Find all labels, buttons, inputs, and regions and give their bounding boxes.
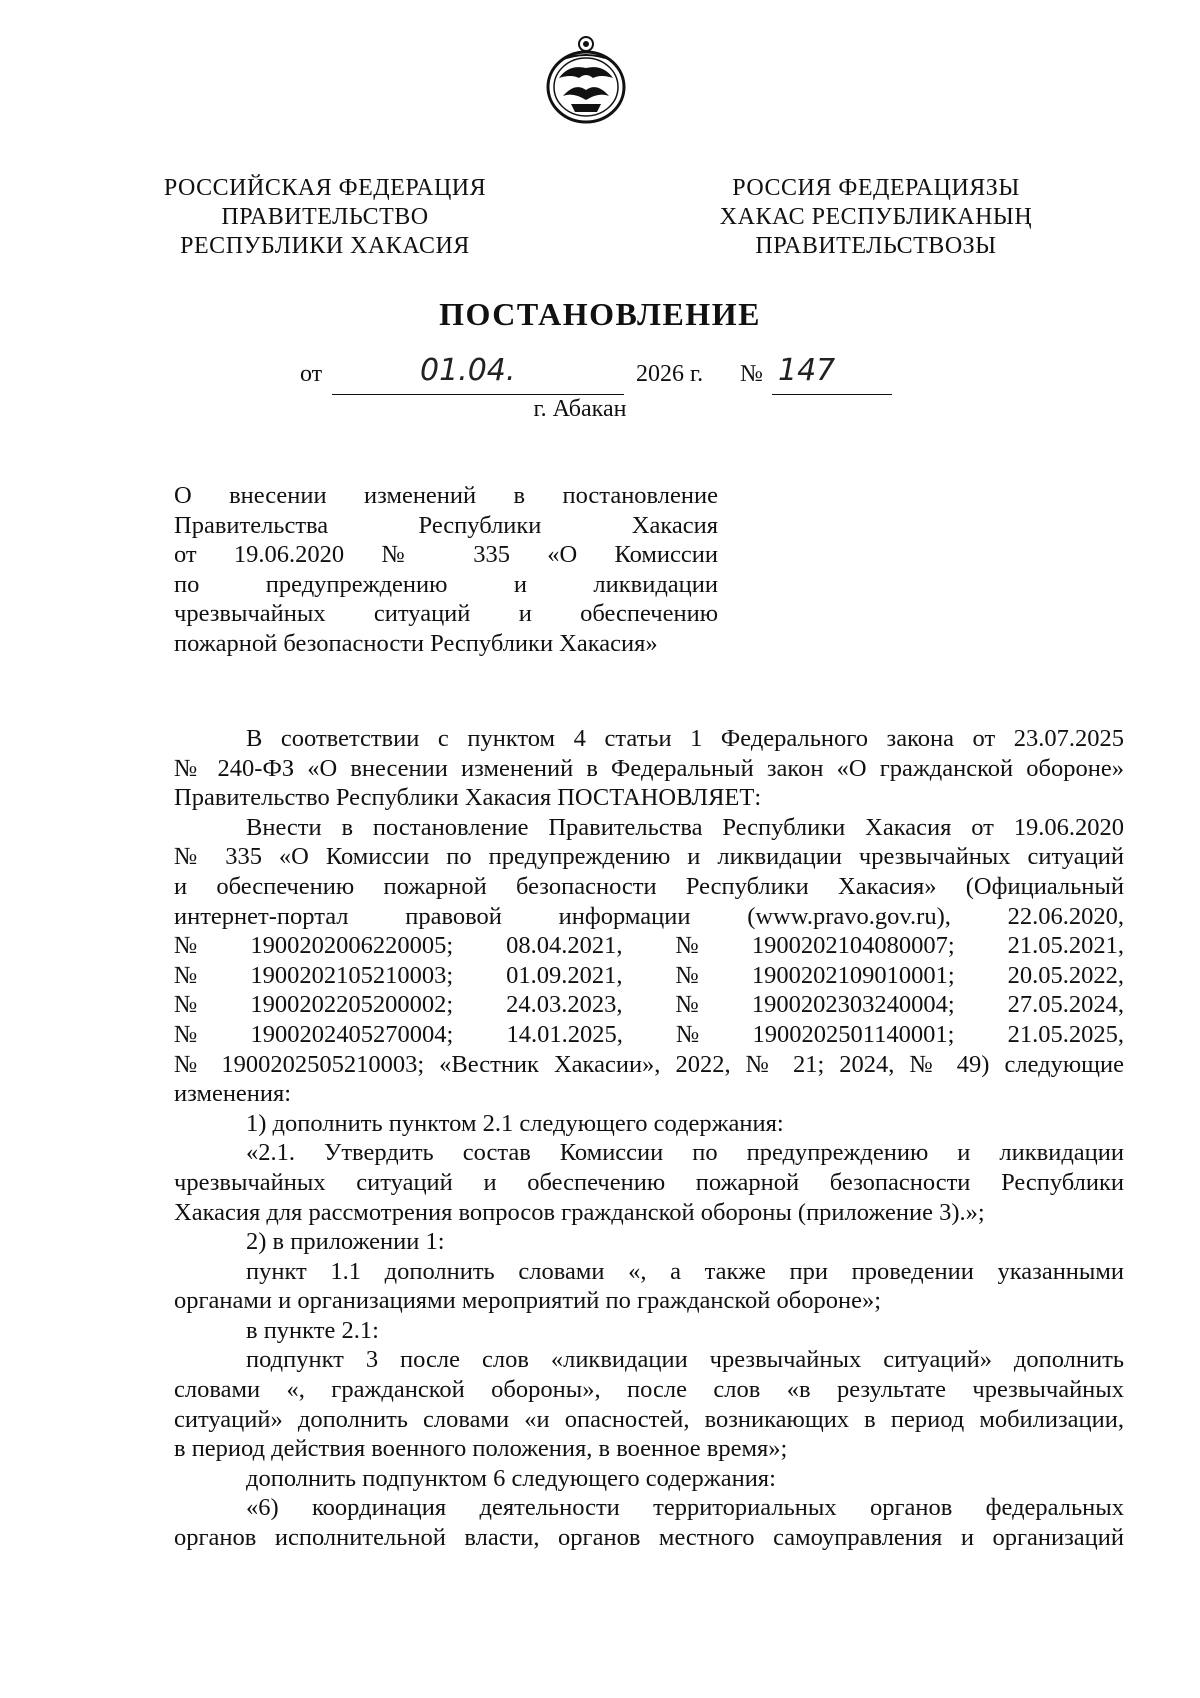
reg-cell: 1900202405270004; (250, 1020, 454, 1048)
reg-cell: 08.04.2021, (506, 932, 623, 960)
from-label: от (300, 361, 323, 387)
body-line: Хакасия для рассмотрения вопросов гражданской обороны (приложение 3).»; (174, 1198, 985, 1226)
body-line: подпункт 3 после слов «ликвидации чрезвычайных ситуаций» дополнить (246, 1346, 1124, 1374)
header-right-line: ПРАВИТЕЛЬСТВОЗЫ (755, 233, 997, 259)
body-line: органами и организациями мероприятий по гражданской обороне»; (174, 1287, 882, 1315)
year-label: 2026 г. (636, 361, 704, 387)
body-line: чрезвычайных ситуаций и обеспечению пожарной безопасности Республики (174, 1168, 1124, 1196)
reg-cell: 24.03.2023, (506, 991, 623, 1019)
number-label: № (740, 361, 763, 387)
reg-cell: № (174, 991, 198, 1019)
header-left (125, 174, 525, 261)
reg-cell: 1900202303240004; (751, 991, 955, 1019)
body-line: пункт 1.1 дополнить словами «, а также при проведении указанными (246, 1257, 1124, 1285)
handwritten-date: 01.04. (420, 353, 516, 388)
reg-cell: 1900202205200002; (250, 991, 454, 1019)
reg-cell: № (174, 961, 198, 989)
header-right-line: ХАКАС РЕСПУБЛИКАНЫҢ (719, 204, 1033, 230)
reg-cell: 01.09.2021, (506, 961, 623, 989)
date-underline (332, 394, 624, 395)
reg-cell: № (174, 1020, 198, 1048)
body-line: № 240-ФЗ «О внесении изменений в Федеральный закон «О гражданской обороне» (174, 754, 1124, 782)
reg-cell: № (675, 932, 699, 960)
body-line: 1) дополнить пунктом 2.1 следующего содержания: (246, 1109, 784, 1137)
subject-line: от 19.06.2020 № 335 «О Комиссии (174, 541, 718, 568)
reg-cell: № (675, 991, 699, 1019)
body-line: № 1900202505210003; «Вестник Хакасии», 2022, № 21; 2024, № 49) следующие (174, 1050, 1124, 1078)
body-line: в период действия военного положения, в военное время»; (174, 1435, 788, 1463)
reg-cell: № (675, 961, 699, 989)
header-right (676, 174, 1076, 261)
coat-of-arms-emblem (541, 30, 631, 130)
body-line: 2) в приложении 1: (246, 1228, 445, 1256)
subject-line: чрезвычайных ситуаций и обеспечению (174, 600, 718, 627)
body-line: Правительство Республики Хакасия ПОСТАНОВЛЯЕТ: (174, 784, 762, 812)
subject-line: О внесении изменений в постановление (174, 482, 718, 509)
subject-line: Правительства Республики Хакасия (174, 511, 718, 539)
registration-row (174, 961, 1124, 991)
body-line: изменения: (174, 1080, 292, 1108)
header-right-line: РОССИЯ ФЕДЕРАЦИЯЗЫ (732, 175, 1020, 201)
registration-row (174, 931, 1124, 961)
body-line: ситуаций» дополнить словами «и опасностей, возникающих в период мобилизации, (174, 1405, 1124, 1433)
reg-cell: 1900202501140001; (752, 1020, 955, 1048)
body-line: «6) координация деятельности территориальных органов федеральных (246, 1494, 1124, 1522)
reg-cell: 20.05.2022, (1007, 961, 1124, 989)
body-line: интернет-портал правовой информации (www.pravo.gov.ru), 22.06.2020, (174, 902, 1124, 930)
registration-row (174, 990, 1124, 1020)
header-left-line: РОССИЙСКАЯ ФЕДЕРАЦИЯ (163, 175, 487, 201)
body-line: Внести в постановление Правительства Республики Хакасия от 19.06.2020 (246, 813, 1124, 841)
reg-cell: 1900202104080007; (751, 932, 955, 960)
reg-cell: 27.05.2024, (1007, 991, 1124, 1019)
reg-cell: 1900202105210003; (250, 961, 454, 989)
body-line: органов исполнительной власти, органов местного самоуправления и организаций (174, 1524, 1124, 1552)
number-underline (772, 394, 892, 395)
city-name: г. Абакан (533, 396, 627, 422)
body-line: В соответствии с пунктом 4 статьи 1 Федерального закона от 23.07.2025 (246, 725, 1124, 752)
subject-line: пожарной безопасности Республики Хакасия» (174, 629, 658, 657)
body-line: дополнить подпунктом 6 следующего содержания: (246, 1464, 776, 1492)
reg-cell: 14.01.2025, (506, 1020, 623, 1048)
registration-row (174, 1020, 1124, 1050)
document-body (174, 724, 1124, 1553)
reg-cell: № (676, 1020, 700, 1048)
document-subject (174, 481, 718, 658)
body-line: № 335 «О Комиссии по предупреждению и ликвидации чрезвычайных ситуаций (174, 843, 1124, 871)
reg-cell: 1900202109010001; (751, 961, 955, 989)
body-line: и обеспечению пожарной безопасности Республики Хакасия» (Официальный (174, 872, 1124, 900)
body-line: «2.1. Утвердить состав Комиссии по предупреждению и ликвидации (246, 1139, 1124, 1167)
body-line: словами «, гражданской обороны», после слов «в результате чрезвычайных (174, 1376, 1124, 1404)
reg-cell: 21.05.2021, (1007, 932, 1124, 960)
reg-cell: № (174, 932, 198, 960)
handwritten-number: 147 (778, 353, 836, 388)
reg-cell: 21.05.2025, (1007, 1020, 1124, 1048)
header-left-line: РЕСПУБЛИКИ ХАКАСИЯ (180, 233, 470, 259)
header-left-line: ПРАВИТЕЛЬСТВО (221, 204, 429, 230)
subject-line: по предупреждению и ликвидации (174, 570, 718, 598)
reg-cell: 1900202006220005; (250, 932, 454, 960)
body-line: в пункте 2.1: (246, 1316, 379, 1344)
document-title: ПОСТАНОВЛЕНИЕ (439, 296, 761, 332)
